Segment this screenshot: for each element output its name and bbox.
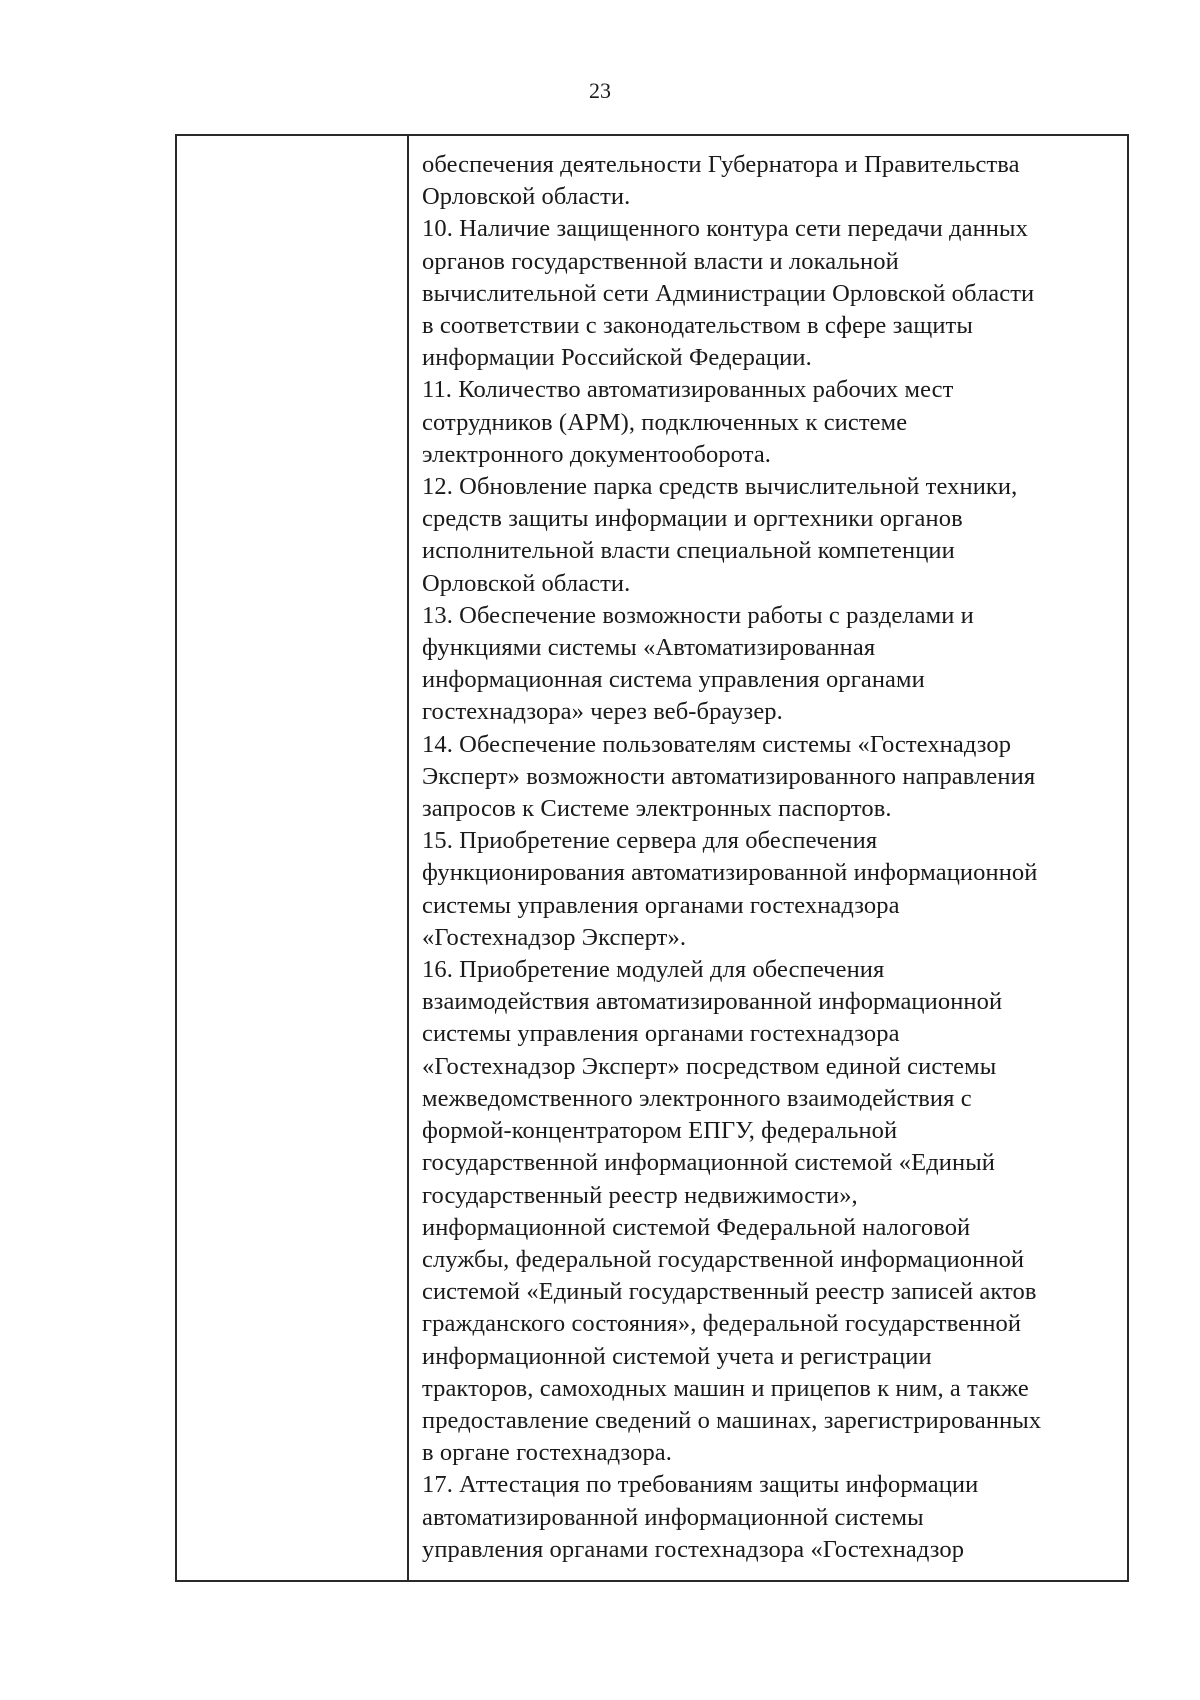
document-table xyxy=(175,134,1129,1582)
text-line: в соответствии с законодательством в сфере защиты xyxy=(422,312,973,340)
text-line: «Гостехнадзор Эксперт». xyxy=(422,923,687,951)
text-line: функционирования автоматизированной информационной xyxy=(422,859,1038,887)
text-line: вычислительной сети Администрации Орловской области xyxy=(422,279,1035,307)
table-right-column xyxy=(409,136,1127,1580)
text-line: 12. Обновление парка средств вычислительной техники, xyxy=(422,473,1018,501)
text-line: 15. Приобретение сервера для обеспечения xyxy=(422,827,878,855)
text-line: Орловской области. xyxy=(422,183,631,211)
text-line: средств защиты информации и оргтехники органов xyxy=(422,505,963,533)
text-line: гостехнадзора» через веб-браузер. xyxy=(422,698,783,726)
table-left-column xyxy=(177,136,409,1580)
text-line: функциями системы «Автоматизированная xyxy=(422,634,876,662)
text-line: системой «Единый государственный реестр записей актов xyxy=(422,1278,1037,1306)
text-line: информационной системой учета и регистрации xyxy=(422,1342,932,1370)
text-line: управления органами гостехнадзора «Гостехнадзор xyxy=(422,1535,965,1563)
text-line: запросов к Системе электронных паспортов. xyxy=(422,795,892,823)
text-line: 16. Приобретение модулей для обеспечения xyxy=(422,956,885,984)
text-line: сотрудников (АРМ), подключенных к системе xyxy=(422,408,908,436)
text-line: Орловской области. xyxy=(422,569,631,597)
text-line: формой-концентратором ЕПГУ, федеральной xyxy=(422,1117,898,1145)
text-line: 14. Обеспечение пользователям системы «Гостехнадзор xyxy=(422,730,1012,758)
text-line: 11. Количество автоматизированных рабочих мест xyxy=(422,376,954,404)
text-line: информационная система управления органами xyxy=(422,666,925,694)
text-line: автоматизированной информационной системы xyxy=(422,1503,924,1531)
text-line: государственной информационной системой «Единый xyxy=(422,1149,995,1177)
text-line: Эксперт» возможности автоматизированного направления xyxy=(422,762,1036,790)
text-line: тракторов, самоходных машин и прицепов к ним, а также xyxy=(422,1374,1029,1402)
text-line: в органе гостехнадзора. xyxy=(422,1439,672,1467)
text-line: 13. Обеспечение возможности работы с разделами и xyxy=(422,601,974,629)
text-line: гражданского состояния», федеральной государственной xyxy=(422,1310,1022,1338)
text-line: государственный реестр недвижимости», xyxy=(422,1181,858,1209)
text-line: обеспечения деятельности Губернатора и Правительства xyxy=(422,151,1020,178)
text-line: «Гостехнадзор Эксперт» посредством единой системы xyxy=(422,1052,997,1080)
text-line: 17. Аттестация по требованиям защиты информации xyxy=(422,1471,979,1499)
text-line: 10. Наличие защищенного контура сети передачи данных xyxy=(422,215,1028,243)
page-number: 23 xyxy=(589,78,611,103)
text-line: электронного документооборота. xyxy=(422,440,772,468)
text-line: информации Российской Федерации. xyxy=(422,344,812,372)
text-line: системы управления органами гостехнадзора xyxy=(422,891,900,919)
text-line: предоставление сведений о машинах, зарегистрированных xyxy=(422,1406,1042,1434)
text-line: информационной системой Федеральной налоговой xyxy=(422,1213,971,1241)
text-line: исполнительной власти специальной компетенции xyxy=(422,537,955,565)
text-line: службы, федеральной государственной информационной xyxy=(422,1245,1025,1273)
text-line: межведомственного электронного взаимодействия с xyxy=(422,1084,972,1112)
text-line: системы управления органами гостехнадзора xyxy=(422,1020,900,1048)
text-line: взаимодействия автоматизированной информационной xyxy=(422,988,1003,1016)
text-line: органов государственной власти и локальной xyxy=(422,247,899,275)
